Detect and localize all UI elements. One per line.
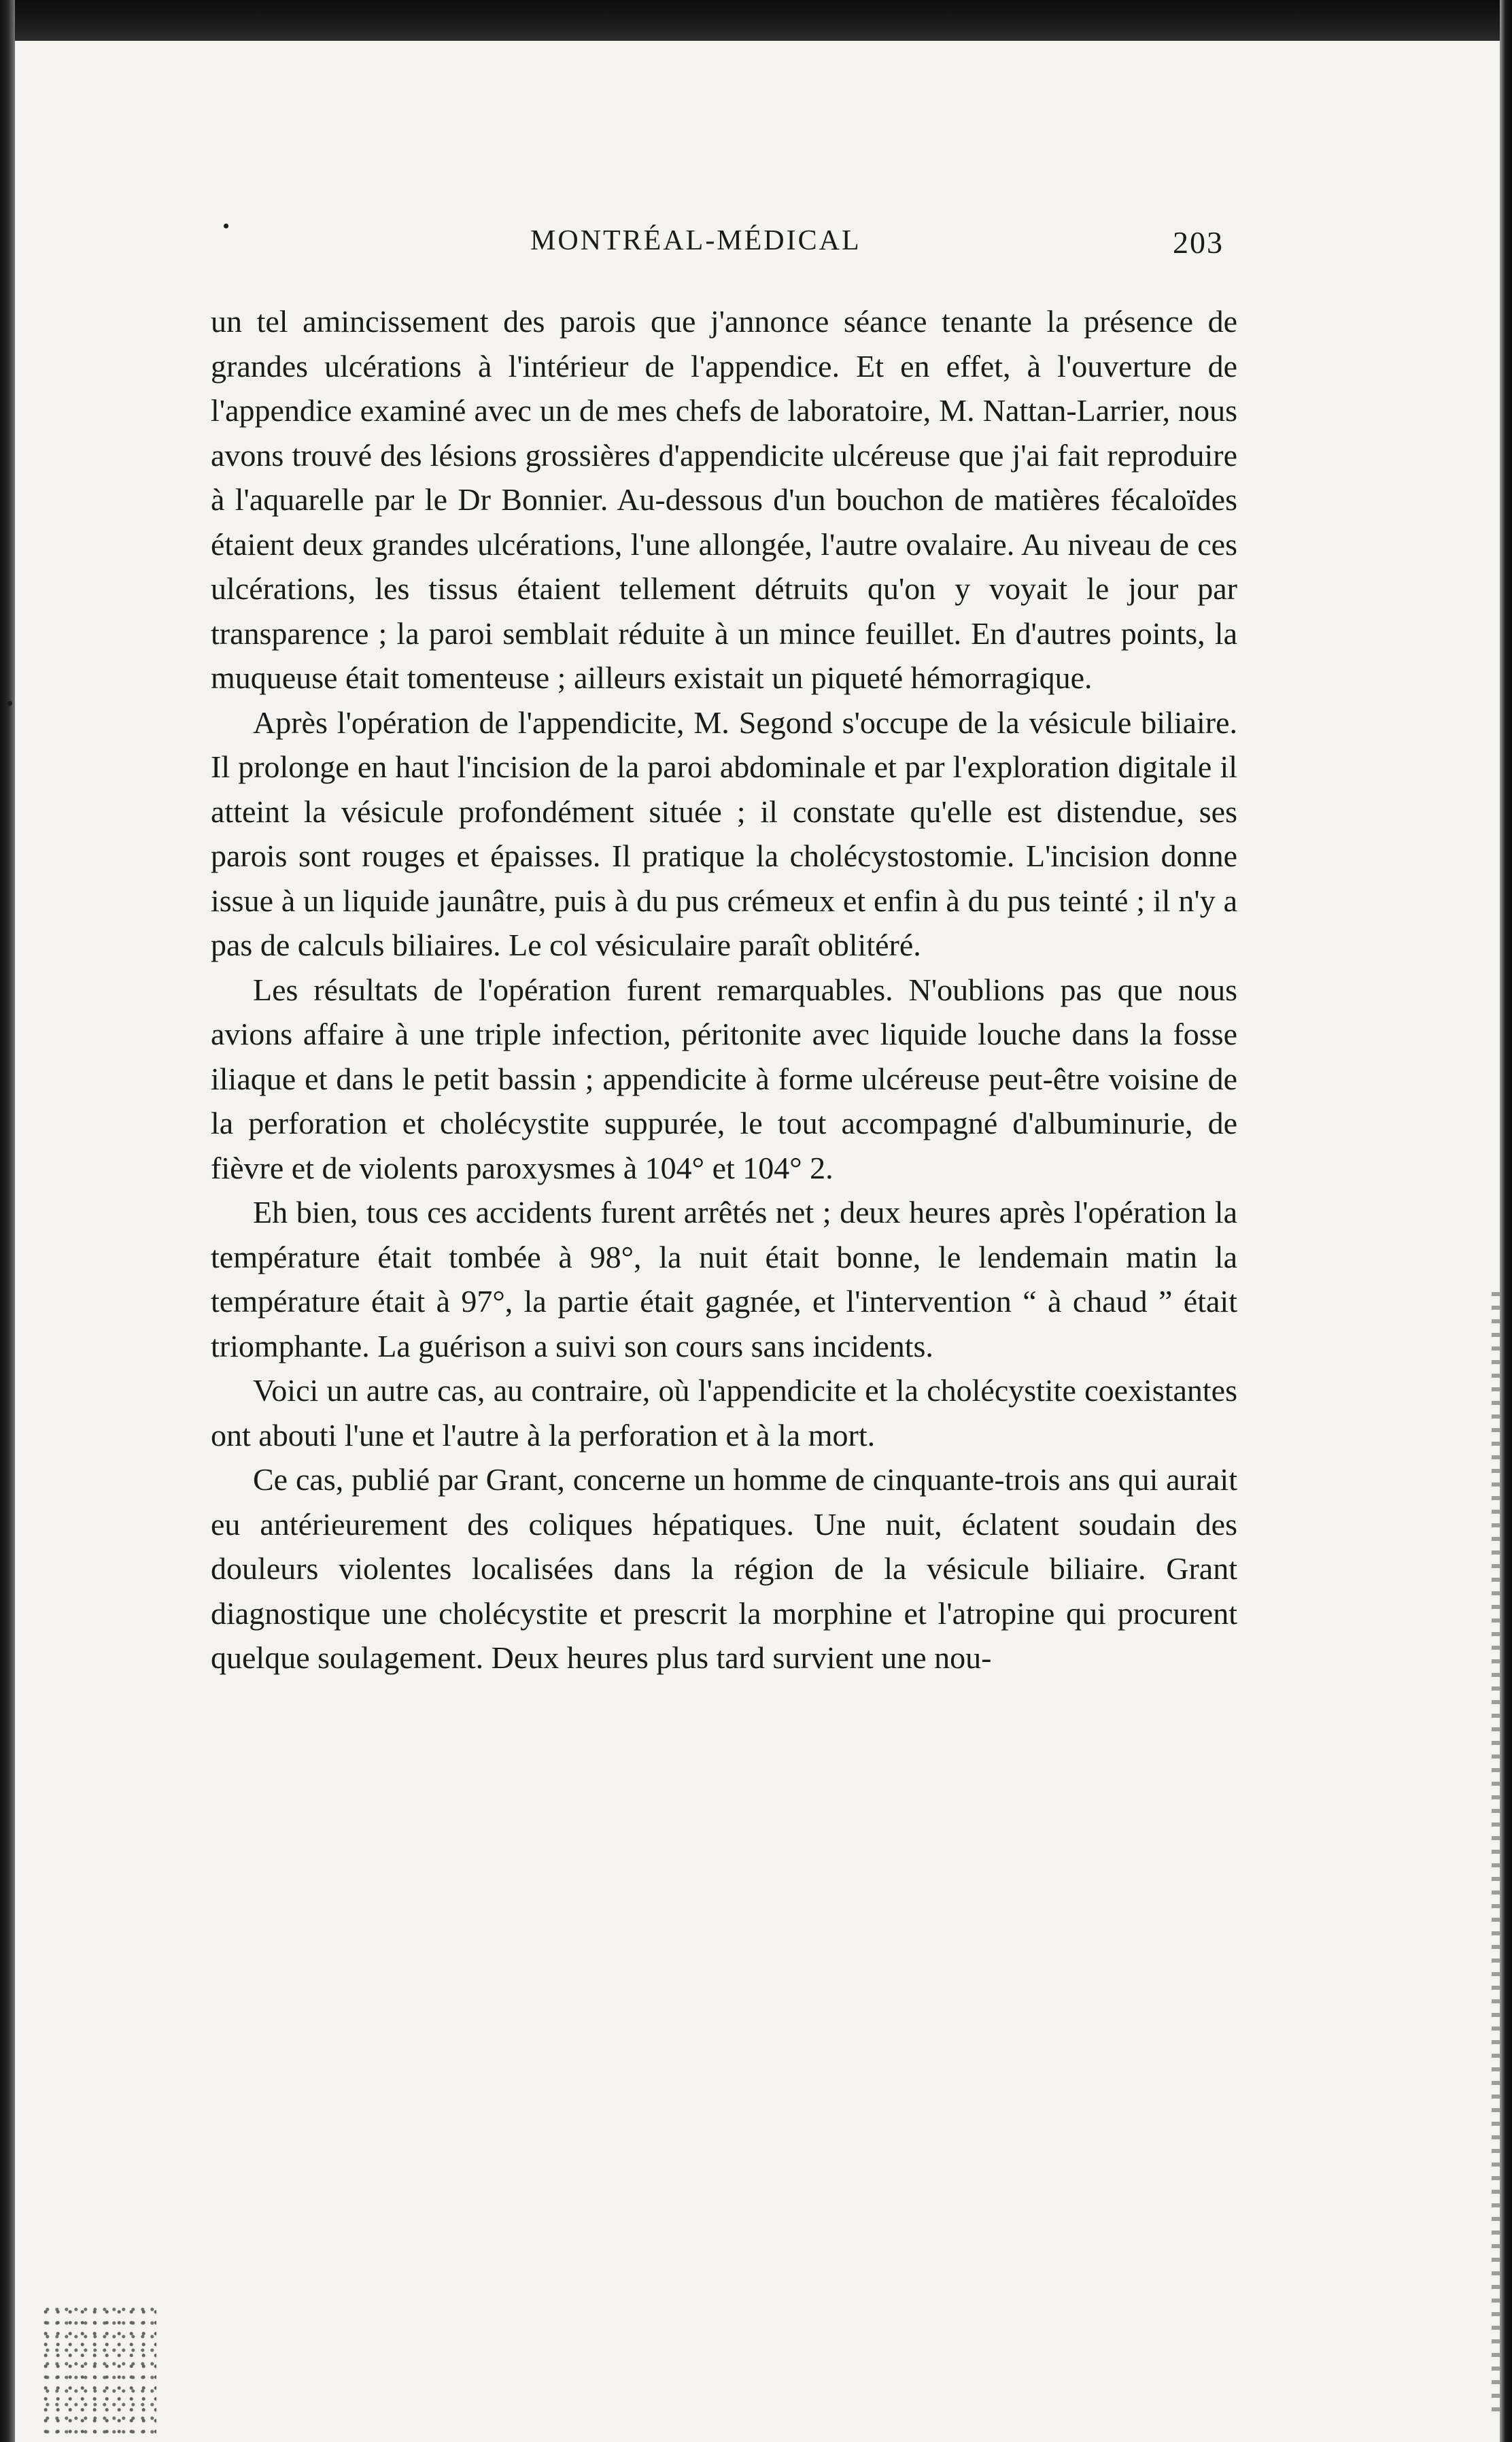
paragraph-3: Les résultats de l'opération furent remarquables. N'oublions pas que nous avions affaire à une triple infection, péritonite avec liquide louche dans la fosse iliaque et dans le petit bassin ; appendicite à forme ulcéreuse peut-être voisine de la perforation et cholécystite suppurée, le tout accompagné d'albuminurie, de fièvre et de violents paroxysmes à 104° et 104° 2. [211, 972, 1237, 1185]
paragraph-1: un tel amincissement des parois que j'annonce séance tenante la présence de grandes ulcérations à l'intérieur de l'appendice. Et en effet, à l'ouverture de l'appendice examiné avec un de mes chefs de laboratoire, M. Nattan-Larrier, nous avons trouvé des lésions grossières d'appendicite ulcéreuse que j'ai fait reproduire à l'aquarelle par le Dr Bonnier. Au-dessous d'un bouchon de matières fécaloïdes étaient deux grandes ulcérations, l'une allongée, l'autre ovalaire. Au niveau de ces ulcérations, les tissus étaient tellement détruits qu'on y voyait le jour par transparence ; la paroi semblait réduite à un mince feuillet. En d'autres points, la muqueuse était tomenteuse ; ailleurs existait un piqueté hémorragique. [211, 304, 1237, 695]
page-number: 203 [1173, 225, 1224, 260]
scan-edge-speckle [1492, 1292, 1500, 2414]
scan-corner-smudge [41, 2305, 156, 2435]
body-text [211, 299, 1237, 1680]
scan-top-edge [0, 0, 1512, 41]
ink-dot-mark: • [223, 216, 230, 236]
paragraph-5: Voici un autre cas, au contraire, où l'appendicite et la cholécystite coexistantes ont abouti l'une et l'autre à la perforation et à la mort. [211, 1373, 1237, 1453]
page-header [211, 224, 1224, 265]
scan-right-edge [1500, 0, 1512, 2442]
paragraph-6: Ce cas, publié par Grant, concerne un homme de cinquante-trois ans qui aurait eu antérieurement des coliques hépatiques. Une nuit, éclatent soudain des douleurs violentes localisées dans la région de la vésicule biliaire. Grant diagnostique une cholécystite et prescrit la morphine et l'atropine qui procurent quelque soulagement. Deux heures plus tard survient une nou- [211, 1462, 1237, 1675]
paragraph-4: Eh bien, tous ces accidents furent arrêtés net ; deux heures après l'opération la température était tombée à 98°, la nuit était bonne, le lendemain matin la température était à 97°, la partie était gagnée, et l'intervention “ à chaud ” était triomphante. La guérison a suivi son cours sans incidents. [211, 1195, 1237, 1363]
scan-binding-edge [0, 0, 15, 2442]
running-head: MONTRÉAL-MÉDICAL [530, 225, 861, 256]
paragraph-2: Après l'opération de l'appendicite, M. Segond s'occupe de la vésicule biliaire. Il prolonge en haut l'incision de la paroi abdominale et par l'exploration digitale il atteint la vésicule profondément située ; il constate qu'elle est distendue, ses parois sont rouges et épaisses. Il pratique la cholécystostomie. L'incision donne issue à un liquide jaunâtre, puis à du pus crémeux et enfin à du pus teinté ; il n'y a pas de calculs biliaires. Le col vésiculaire paraît oblitéré. [211, 705, 1237, 962]
margin-dot-mark: • [7, 694, 14, 713]
